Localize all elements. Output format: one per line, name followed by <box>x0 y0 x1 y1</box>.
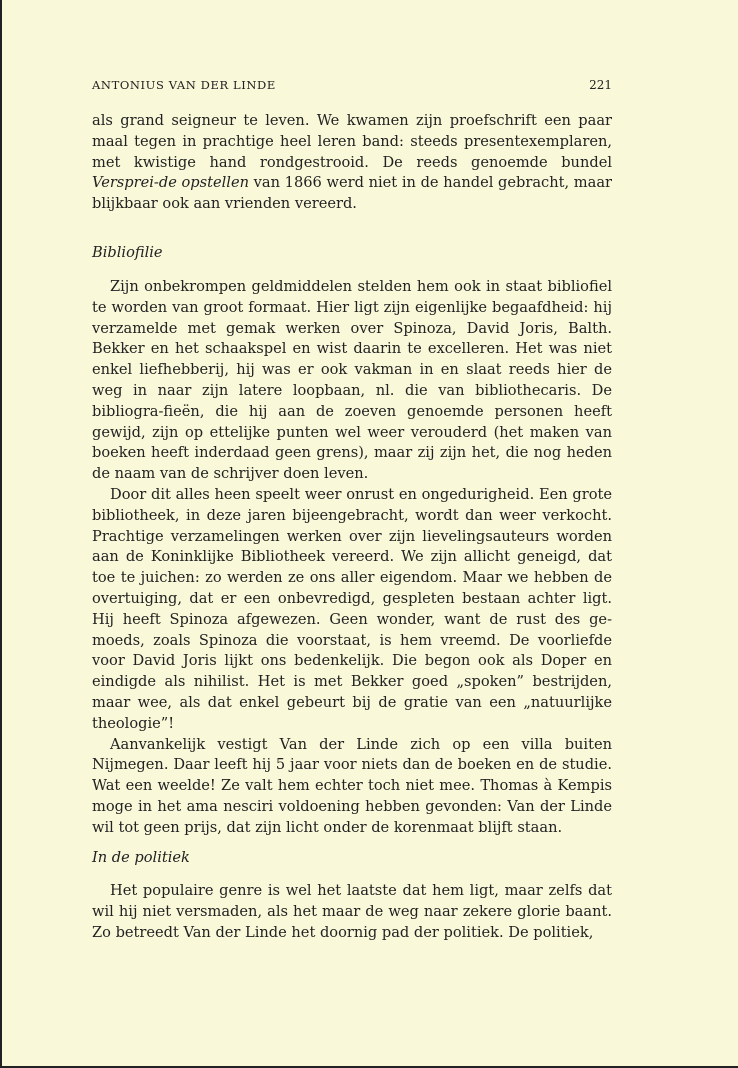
paragraph: Aanvankelijk vestigt Van der Linde zich op een villa buiten Nijmegen. Daar leeft hij 5 jaar voor niets dan de boeken en de studie. Wat een weelde! Ze valt hem echter toch niet mee. Thomas à Kempis moge in het ama nesciri voldoening hebben gevonden: Van der Linde wil tot geen prijs, dat zijn licht onder de korenmaat blijft staan. <box>92 735 612 836</box>
running-header <box>92 78 612 94</box>
opening-paragraph-block <box>92 111 612 215</box>
paragraph: Het populaire genre is wel het laatste dat hem ligt, maar zelfs dat wil hij niet versmaden, als het maar de weg naar zekere glorie baant. Zo betreedt Van der Linde het doornig pad der politiek. De politiek, <box>92 882 612 941</box>
bibliofilie-section <box>92 277 612 839</box>
page-number: 221 <box>589 78 612 92</box>
politiek-section <box>92 881 612 943</box>
running-title: ANTONIUS VAN DER LINDE <box>92 78 276 92</box>
section-heading-politiek: In de politiek <box>92 849 190 866</box>
paragraph-text: van 1866 werd niet in de handel gebracht, maar blijkbaar ook aan vrienden vereerd. <box>92 174 612 213</box>
book-title-italic: Versprei-de opstellen <box>92 174 249 192</box>
section-heading-bibliofilie: Bibliofilie <box>92 244 163 261</box>
paragraph <box>92 111 612 215</box>
paragraph-text: als grand seigneur te leven. We kwamen zijn proefschrift een paar maal tegen in prachtige heel leren band: steeds presentexemplaren, met kwistige hand rondgestrooid. De reeds genoemde bundel <box>92 112 612 171</box>
paragraph: Door dit alles heen speelt weer onrust en ongedurigheid. Een grote bibliotheek, in deze jaren bijeengebracht, wordt dan weer verkocht. Prachtige verzamelingen werken over zijn lievelingsauteurs worden aan de Koninklijke Bibliotheek vereerd. We zijn allicht geneigd, dat toe te juichen: zo werden ze ons aller eigendom. Maar we hebben de overtuiging, dat er een onbevredigd, gespleten bestaan achter ligt. Hij heeft Spinoza afgewezen. Geen wonder, want de rust des ge-moeds, zoals Spinoza die voorstaat, is hem vreemd. De voorliefde voor David Joris lijkt ons bedenkelijk. Die begon ook als Doper en eindigde als nihilist. Het is met Bekker goed „spoken” bestrijden, maar wee, als dat enkel gebeurt bij de gratie van een „natuurlijke theologie”! <box>92 485 612 732</box>
paragraph: Zijn onbekrompen geldmiddelen stelden hem ook in staat bibliofiel te worden van groot formaat. Hier ligt zijn eigenlijke begaafdheid: hij verzamelde met gemak werken over Spinoza, David Joris, Balth. Bekker en het schaakspel en wist daarin te excelleren. Het was niet enkel liefhebberij, hij was er ook vakman in en slaat reeds hier de weg in naar zijn latere loopbaan, nl. die van bibliothecaris. De bibliogra-fieën, die hij aan de zoeven genoemde personen heeft gewijd, zijn op ettelijke punten wel weer verouderd (het maken van boeken heeft inderdaad geen grens), maar zij zijn het, die nog heden de naam van de schrijver doen leven. <box>92 278 612 483</box>
